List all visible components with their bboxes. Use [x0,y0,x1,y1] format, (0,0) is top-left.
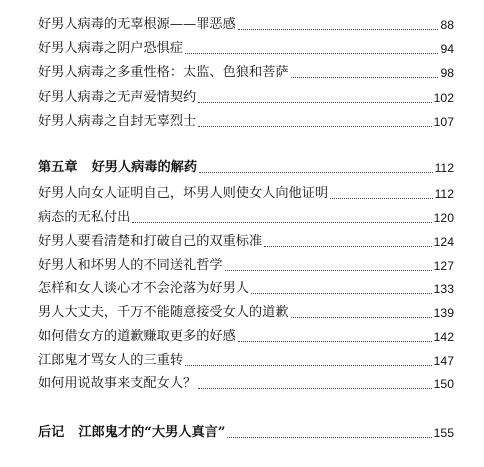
toc-entry[interactable] [38,253,454,275]
dot-leader [185,364,432,366]
toc-entry-title: 好男人向女人证明自己，坏男人则使女人向他证明 [38,186,329,201]
dot-leader [198,387,431,389]
toc-entry[interactable] [38,85,454,107]
toc-entry[interactable] [38,60,454,82]
toc-entry[interactable] [38,12,454,34]
chapter-heading[interactable] [38,155,454,177]
chapter-title [38,159,197,177]
toc-entry-title: 好男人病毒之无声爱情契约 [38,90,197,105]
toc-entry-page: 150 [433,377,454,391]
toc-entry-page: 120 [433,211,454,225]
dot-leader [264,245,431,247]
toc-entry[interactable] [38,276,454,298]
toc-entry[interactable] [38,229,454,251]
afterword-label: 后记 [38,425,65,440]
toc-entry-title: 好男人病毒的无辜根源——罪恶感 [38,17,236,32]
toc-entry-page: 139 [433,306,454,320]
dot-leader [185,52,438,54]
toc-entry-title: 怎样和女人谈心才不会沦落为好男人 [38,281,249,296]
toc-entry-page: 88 [440,18,454,32]
toc-entry-title: 好男人病毒之阴户恐惧症 [38,41,184,56]
toc-entry-page: 124 [433,235,454,249]
chapter-name: 好男人病毒的解药 [91,160,198,175]
dot-leader [225,269,432,271]
toc-entry[interactable] [38,181,454,203]
toc-entry[interactable] [38,300,454,322]
dot-leader [238,28,439,30]
dot-leader [251,292,432,294]
chapter-page: 112 [434,161,454,175]
toc-entry-title: 如何借女方的道歉赚取更多的好感 [38,329,236,344]
toc-entry[interactable] [38,348,454,370]
dot-leader [198,101,431,103]
toc-entry-page: 133 [433,282,454,296]
chapter-label: 第五章 [38,160,78,175]
toc-entry[interactable] [38,205,454,227]
toc-entry-page: 127 [433,259,454,273]
toc-entry-page: 98 [440,66,454,80]
toc-entry-title: 好男人要看清楚和打破自己的双重标准 [38,234,263,249]
toc-entry-title: 病态的无私付出 [38,210,131,225]
toc-entry[interactable] [38,324,454,346]
toc-entry-title: 好男人和坏男人的不同送礼哲学 [38,258,223,273]
dot-leader [238,340,432,342]
toc-entry-page: 107 [433,115,454,129]
dot-leader [198,125,431,127]
toc-entry[interactable] [38,109,454,131]
toc-entry-page: 112 [434,187,454,201]
toc-entry-page: 147 [433,354,454,368]
toc-entry-page: 142 [433,330,454,344]
toc-entry-title: 好男人病毒之自封无辜烈士 [38,114,197,129]
dot-leader [227,436,431,438]
afterword-name: 江郎鬼才的“大男人真言” [78,425,226,440]
toc-entry-page: 102 [433,91,454,105]
afterword-heading[interactable] [38,420,454,442]
dot-leader [132,221,431,223]
dot-leader [291,316,432,318]
toc-entry-page: 94 [440,42,454,56]
dot-leader [330,197,432,199]
toc-entry-title: 好男人病毒之多重性格：太监、色狼和菩萨 [38,65,289,80]
toc-entry-title: 男人大丈夫，千万不能随意接受女人的道歉 [38,305,289,320]
afterword-title [38,424,225,442]
afterword-page: 155 [433,426,454,440]
dot-leader [199,171,433,173]
toc-entry-title: 江郎鬼才骂女人的三重转 [38,353,184,368]
toc-entry[interactable] [38,36,454,58]
dot-leader [291,76,439,78]
toc-entry[interactable] [38,371,454,393]
toc-entry-title: 如何用说故事来支配女人？ [38,376,197,391]
